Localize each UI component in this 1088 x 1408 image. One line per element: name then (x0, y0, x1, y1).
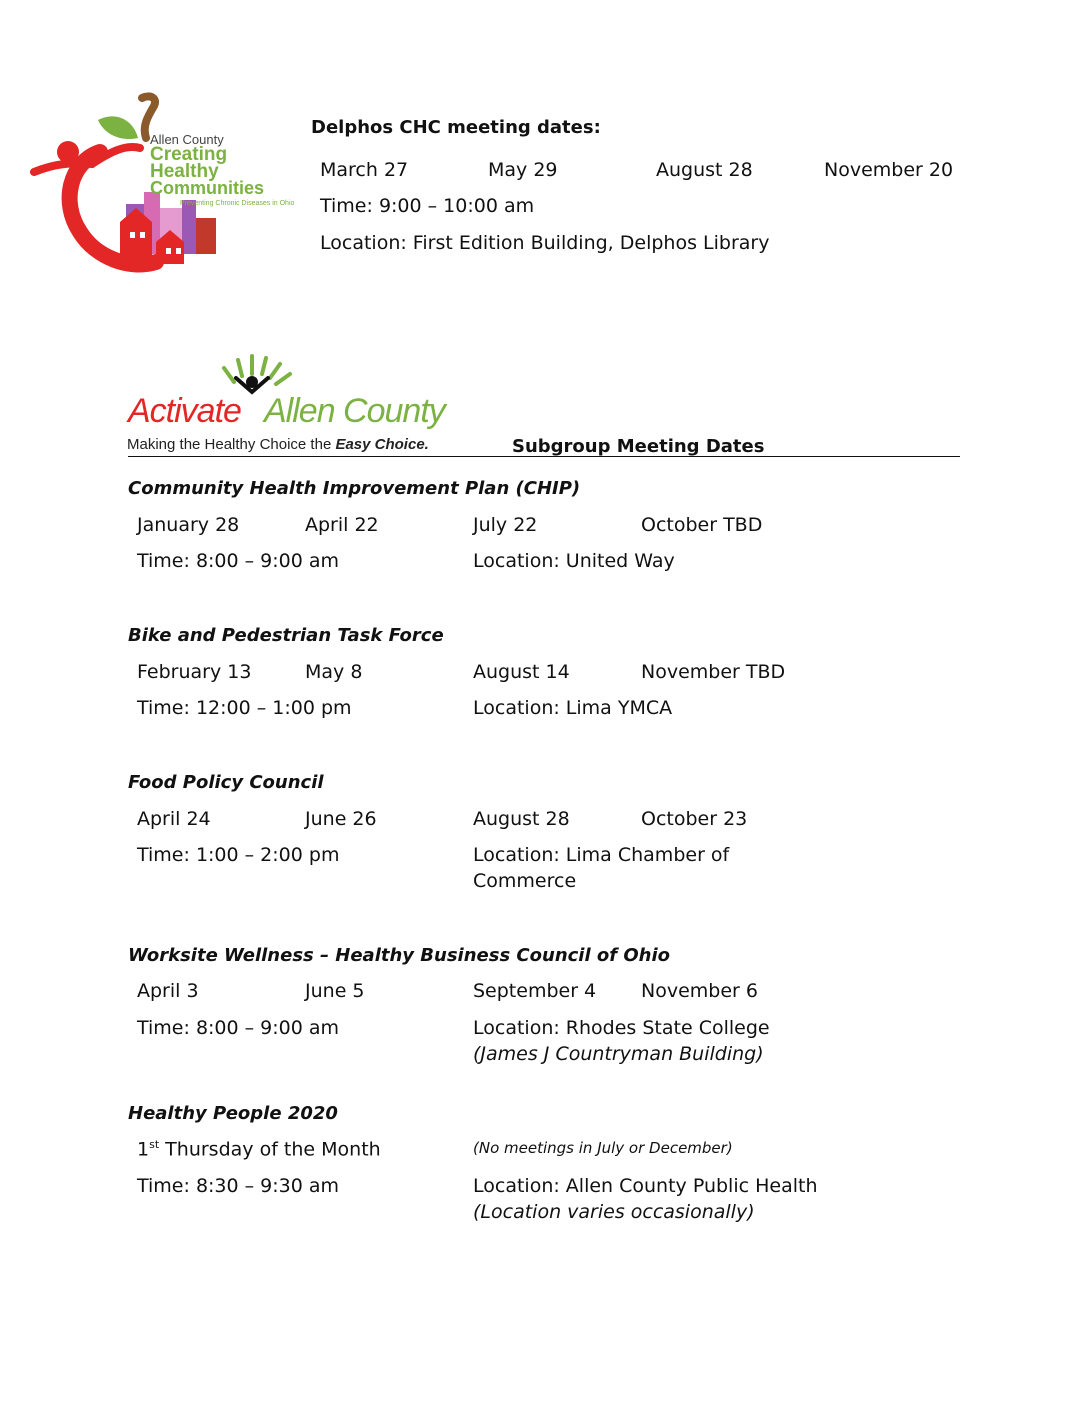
group-hp2020-schedule-note: (No meetings in July or December) (473, 1139, 733, 1157)
chc-logo-tagline: Preventing Chronic Diseases in Ohio (180, 200, 295, 207)
group-bike-date-1: February 13 (137, 661, 252, 683)
chc-logo-line1: Allen County (150, 132, 224, 147)
group-worksite-date-1: April 3 (137, 980, 199, 1002)
group-chip-date-4: October TBD (641, 514, 763, 536)
chc-logo (30, 92, 310, 282)
activate-logo-tagline (127, 436, 429, 453)
group-hp2020-schedule-rest: Thursday of the Month (159, 1138, 381, 1161)
group-hp2020-schedule (137, 1138, 381, 1160)
group-worksite-date-3: September 4 (473, 980, 597, 1002)
group-food-date-1: April 24 (137, 808, 211, 830)
group-food-title: Food Policy Council (128, 772, 324, 793)
group-chip-title: Community Health Improvement Plan (CHIP) (128, 478, 581, 499)
group-worksite-date-2: June 5 (305, 980, 365, 1002)
group-chip-time: Time: 8:00 – 9:00 am (137, 550, 340, 572)
group-chip-location: Location: United Way (473, 550, 675, 572)
group-chip-date-3: July 22 (473, 514, 538, 536)
group-food-date-2: June 26 (305, 808, 377, 830)
activate-logo-tagline-emph: Easy Choice. (335, 436, 429, 453)
group-worksite-date-4: November 6 (641, 980, 758, 1002)
group-chip-date-2: April 22 (305, 514, 379, 536)
delphos-date-2: May 29 (488, 159, 558, 181)
group-bike-date-2: May 8 (305, 661, 363, 683)
group-worksite-title: Worksite Wellness – Healthy Business Council of Ohio (128, 945, 671, 966)
delphos-time: Time: 9:00 – 10:00 am (320, 195, 535, 217)
group-food-location-line1: Location: Lima Chamber of (473, 844, 730, 866)
delphos-date-4: November 20 (824, 159, 954, 181)
group-hp2020-schedule-sup: st (149, 1138, 160, 1151)
group-hp2020-title: Healthy People 2020 (128, 1103, 338, 1124)
group-worksite-location: Location: Rhodes State College (473, 1017, 770, 1039)
subgroup-divider (128, 456, 960, 457)
group-hp2020-schedule-num: 1 (137, 1138, 150, 1161)
chc-logo-line2: Creating (150, 144, 228, 165)
group-food-date-3: August 28 (473, 808, 570, 830)
group-bike-title: Bike and Pedestrian Task Force (128, 625, 444, 646)
group-chip-date-1: January 28 (137, 514, 240, 536)
delphos-date-1: March 27 (320, 159, 409, 181)
group-bike-location: Location: Lima YMCA (473, 697, 673, 719)
delphos-location: Location: First Edition Building, Delphos Library (320, 232, 770, 254)
group-bike-date-3: August 14 (473, 661, 570, 683)
chc-logo-line4: Communities (150, 178, 265, 198)
group-hp2020-location: Location: Allen County Public Health (473, 1175, 818, 1197)
subgroup-title: Subgroup Meeting Dates (512, 436, 765, 457)
group-worksite-time: Time: 8:00 – 9:00 am (137, 1017, 340, 1039)
delphos-date-3: August 28 (656, 159, 753, 181)
group-bike-date-4: November TBD (641, 661, 786, 683)
chc-logo-line3: Healthy (150, 161, 219, 182)
activate-logo-word2: Allen County (264, 392, 445, 430)
activate-logo-word1: Activate (128, 392, 241, 430)
group-hp2020-location-note: (Location varies occasionally) (473, 1201, 755, 1223)
group-food-location-line2: Commerce (473, 870, 577, 892)
activate-logo-tagline-prefix: Making the Healthy Choice the (127, 436, 336, 453)
activate-logo (124, 352, 464, 456)
group-food-time: Time: 1:00 – 2:00 pm (137, 844, 340, 866)
group-food-date-4: October 23 (641, 808, 748, 830)
group-worksite-location-note: (James J Countryman Building) (473, 1043, 764, 1065)
group-hp2020-time: Time: 8:30 – 9:30 am (137, 1175, 340, 1197)
group-bike-time: Time: 12:00 – 1:00 pm (137, 697, 352, 719)
delphos-title: Delphos CHC meeting dates: (311, 117, 601, 138)
